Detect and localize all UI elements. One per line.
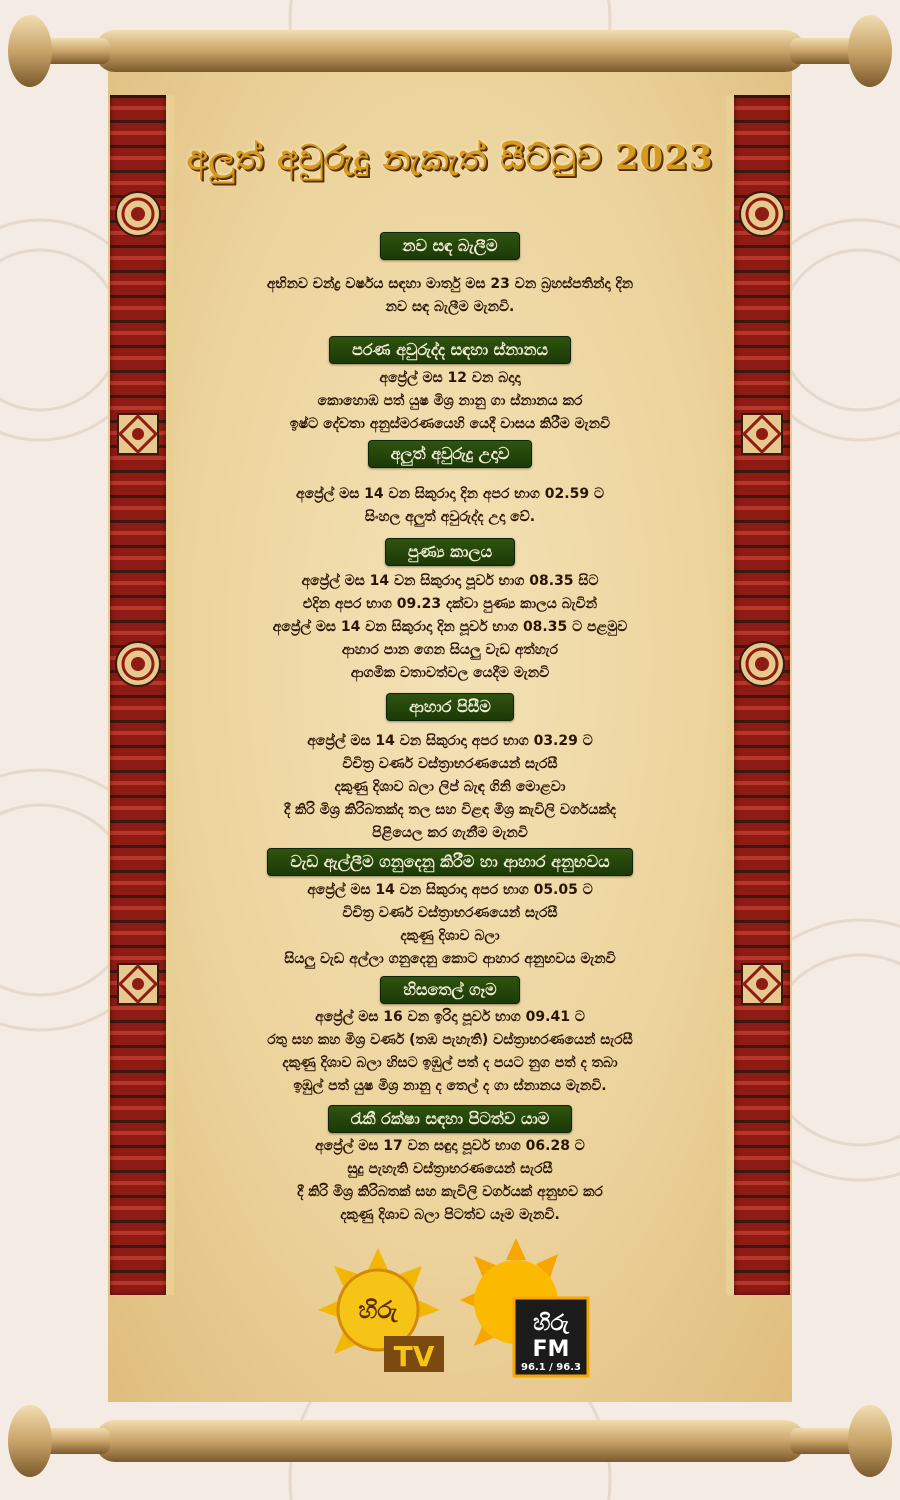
section-body-oil-anointing xyxy=(175,1006,725,1098)
section-line: සිංහල අලුත් අවුරුද්ද උදා වේ. xyxy=(364,509,536,525)
section-line: විචිත්‍ර වර්ණ වස්ත්‍රාභරණයෙන් සැරසී xyxy=(342,905,558,921)
section-line: ඉඹුල් පත් යුෂ මිශ්‍ර නානු ද තෙල් ද ගා ස්නානය මැනවි. xyxy=(293,1078,607,1094)
lattice-medallion-icon xyxy=(738,410,786,458)
section-body-auspicious-period xyxy=(175,570,725,685)
section-heading-label: හිසතෙල් ගෑම xyxy=(380,976,519,1004)
section-line: අප්‍රේල් මස 14 වන සිකුරාදා අපර භාග 05.05 ට xyxy=(307,882,593,898)
section-line: අප්‍රේල් මස 14 වන සිකුරාදා දින පූර්ව භාග 08.35 ට පළමුව xyxy=(272,619,628,635)
left-border-edge xyxy=(166,95,174,1295)
section-line: අප්‍රේල් මස 17 වන සඳුදා පූර්ව භාග 06.28 ට xyxy=(315,1138,585,1154)
section-line: නව සඳ බැලීම මැනවි. xyxy=(385,299,515,315)
section-body-new-moon xyxy=(175,273,725,319)
hiru-fm-frequency: 96.1 / 96.3 xyxy=(521,1362,581,1373)
section-line: පිළියෙල කර ගැනීම මැනවි xyxy=(372,825,528,841)
section-line: කොහොඹ පත් යුෂ මිශ්‍ර නානු ගා ස්නානය කර xyxy=(317,393,583,409)
right-decorative-border xyxy=(734,95,790,1295)
lattice-medallion-icon xyxy=(114,410,162,458)
section-line: දකුණු දිශාව බලා පිටත්ව යෑම මැනවි. xyxy=(340,1207,560,1223)
medallion-icon xyxy=(114,190,162,238)
hiru-tv-logo xyxy=(318,1248,448,1378)
section-line: දකුණු දිශාව බලා xyxy=(400,928,500,944)
section-line: එදින අපර භාග 09.23 දක්වා පුණ්‍ය කාලය බැවින් xyxy=(302,596,598,612)
medallion-icon xyxy=(738,190,786,238)
scroll-rod-bottom xyxy=(0,1390,900,1500)
hiru-fm-logo xyxy=(460,1238,590,1378)
section-body-old-year-bath xyxy=(175,367,725,436)
lattice-medallion-icon xyxy=(114,960,162,1008)
section-heading-label: නව සඳ බැලීම xyxy=(380,232,521,260)
section-line: ඉෂ්ට දේවතා අනුස්මරණයෙහි යෙදී වාසය කිරීම මැනවි xyxy=(289,416,611,432)
section-line: රතු සහ කහ මිශ්‍ර වර්ණ (තඹ පැහැති) වස්ත්‍රාභරණයෙන් සැරසී xyxy=(267,1032,633,1048)
section-heading-label: පුණ්‍ය කාලය xyxy=(385,538,515,566)
section-line: අප්‍රේල් මස 14 වන සිකුරාදා පූර්ව භාග 08.35 සිට xyxy=(301,573,599,589)
section-line: අප්‍රේල් මස 12 වන බදාදා xyxy=(379,370,521,386)
right-border-edge xyxy=(726,95,734,1295)
section-line: දී කිරි මිශ්‍ර කිරිබතක්ද තල සහ විළඳ මිශ්‍ර කැවිලි වර්ගයක්ද xyxy=(283,802,617,818)
medallion-icon xyxy=(738,640,786,688)
section-heading-label: වැඩ ඇල්ලීම ගනුදෙනු කිරීම හා ආහාර අනුභවය xyxy=(267,848,632,876)
section-body-work-and-meal xyxy=(175,879,725,971)
hiru-fm-brand: හිරු xyxy=(533,1311,569,1336)
section-heading-label: රැකී රක්ෂා සඳහා පිටත්ව යාම xyxy=(328,1105,573,1133)
section-line: අප්‍රේල් මස 14 වන සිකුරාදා දින අපර භාග 02.59 ට xyxy=(295,486,605,502)
section-line: අභිනව චන්ද්‍ර වර්ෂය සඳහා මාර්තු මස 23 වන බ්‍රහස්පතින්දා දින xyxy=(266,276,634,292)
section-line: දකුණු දිශාව බලා ලිප් බැඳ ගිනි මොළවා xyxy=(334,779,566,795)
left-decorative-border xyxy=(110,95,166,1295)
section-body-new-year-dawn xyxy=(175,483,725,529)
section-heading-label: ආහාර පිසීම xyxy=(386,693,514,721)
section-heading-label: අලුත් අවුරුදු උදාව xyxy=(368,440,533,468)
scroll-rod-top xyxy=(0,0,900,110)
section-line: අප්‍රේල් මස 14 වන සිකුරාදා අපර භාග 03.29 ට xyxy=(307,733,593,749)
hiru-tv-suffix: TV xyxy=(393,1340,435,1373)
page-title: අලුත් අවුරුදු නැකැත් සීට්ටුව 2023 xyxy=(186,138,714,178)
lattice-medallion-icon xyxy=(738,960,786,1008)
section-line: සියලු වැඩ අල්ලා ගනුදෙනු කොට ආහාර අනුභවය මැනවි xyxy=(284,951,616,967)
section-heading-label: පරණ අවුරුද්ද සඳහා ස්නානය xyxy=(329,336,571,364)
section-line: ආහාර පාන ගෙන සියලු වැඩ අත්හැර xyxy=(341,642,559,658)
section-line: දකුණු දිශාව බලා හිසට ඉඹුල් පත් ද පයට නුග පත් ද තබා xyxy=(282,1055,618,1071)
hiru-tv-brand: හිරු xyxy=(358,1296,398,1324)
section-line: ආගමික වතාවත්වල යෙදීම මැනවි xyxy=(350,665,550,681)
medallion-icon xyxy=(114,640,162,688)
section-line: සුදු පැහැති වස්ත්‍රාභරණයෙන් සැරසී xyxy=(347,1161,553,1177)
section-line: විචිත්‍ර වර්ණ වස්ත්‍රාභරණයෙන් සැරසී xyxy=(342,756,558,772)
section-body-cooking xyxy=(175,730,725,845)
section-line: දී කිරි මිශ්‍ර කිරිබතක් සහ කැවිලි වර්ගයක් අනුභව කර xyxy=(297,1184,603,1200)
section-body-leaving-for-work xyxy=(175,1135,725,1227)
hiru-fm-suffix: FM xyxy=(532,1337,570,1362)
section-line: අප්‍රේල් මස 16 වන ඉරිදා පූර්ව භාග 09.41 ට xyxy=(315,1009,585,1025)
